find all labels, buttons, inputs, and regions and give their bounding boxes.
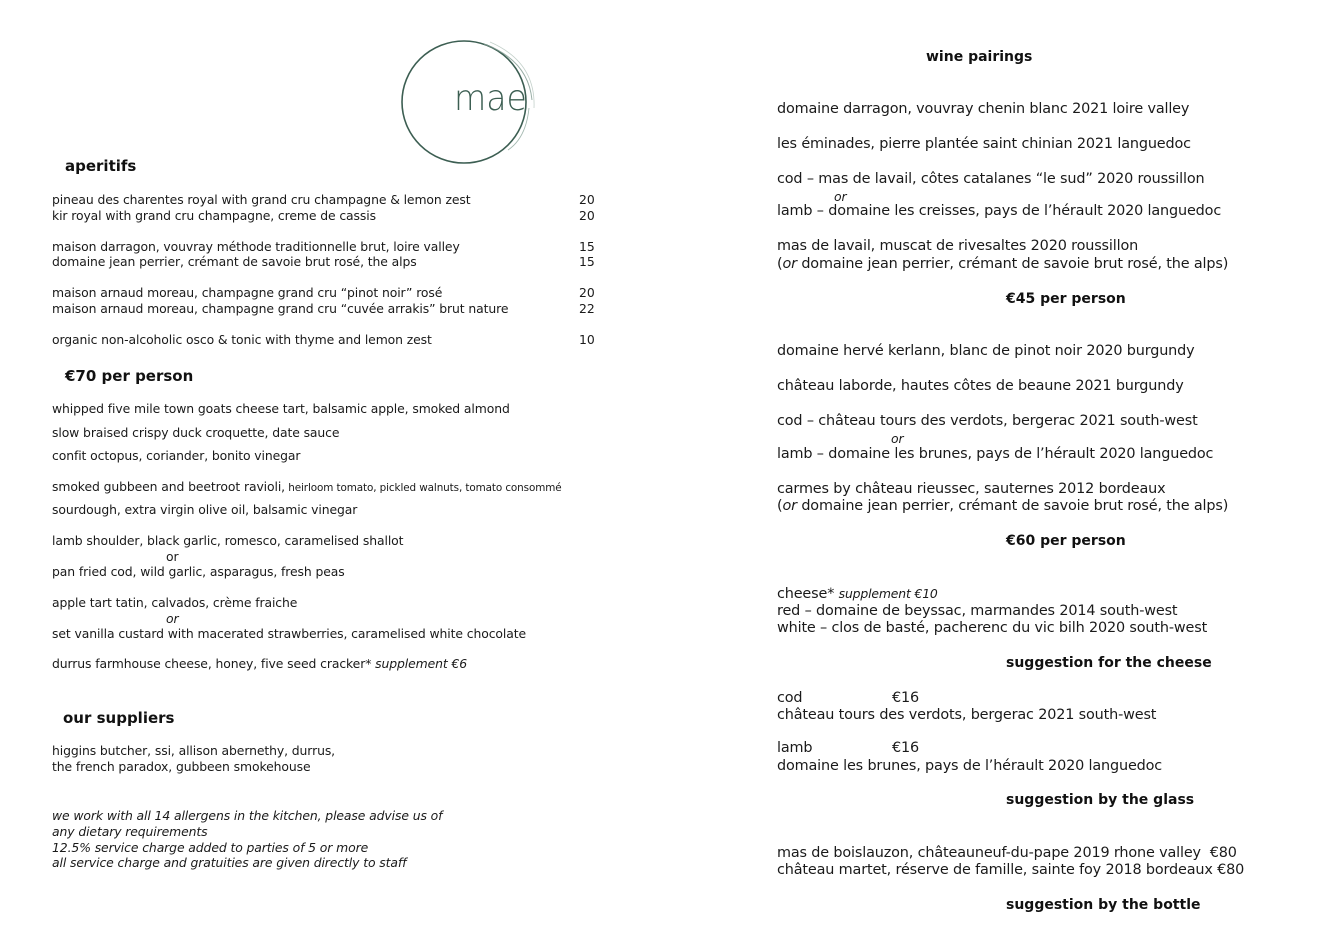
pairing45-or: or	[834, 189, 847, 204]
cheese-suggestion-heading: suggestion for the cheese	[1006, 655, 1212, 671]
aperitifs-heading: aperitifs	[65, 157, 137, 175]
pairing45-wine: domaine darragon, vouvray chenin blanc 2021 loire valley	[777, 101, 1190, 117]
menu-dessert-custard: set vanilla custard with macerated strawberries, caramelised white chocolate	[52, 626, 527, 641]
menu-main-lamb: lamb shoulder, black garlic, romesco, caramelised shallot	[52, 533, 404, 548]
aperitif-item: domaine jean perrier, crémant de savoie brut rosé, the alps	[52, 254, 417, 269]
alt-or: or	[782, 498, 797, 514]
glass-price: €16	[892, 740, 920, 756]
cheese-supplement: supplement €6	[375, 656, 468, 671]
aperitif-item: maison arnaud moreau, champagne grand cru “cuvée arrakis” brut nature	[52, 301, 509, 316]
glass-suggestion-heading: suggestion by the glass	[1006, 792, 1195, 808]
bottle-item: mas de boislauzon, châteauneuf-du-pape 2019 rhone valley €80	[777, 845, 1237, 861]
alt-rest: domaine jean perrier, crémant de savoie brut rosé, the alps)	[796, 256, 1229, 272]
menu-dessert-or: or	[166, 611, 179, 626]
menu-bread: sourdough, extra virgin olive oil, balsamic vinegar	[52, 502, 358, 517]
ravioli-detail: heirloom tomato, pickled walnuts, tomato consommé	[285, 482, 562, 494]
gratuity-note: all service charge and gratuities are given directly to staff	[52, 855, 407, 870]
pairing60-dessert: carmes by château rieussec, sauternes 2012 bordeaux	[777, 481, 1166, 497]
aperitif-price: 22	[579, 301, 595, 316]
glass-label: cod	[777, 690, 803, 706]
pairing60-wine: château laborde, hautes côtes de beaune 2021 burgundy	[777, 378, 1184, 394]
suppliers-line: the french paradox, gubbeen smokehouse	[52, 759, 311, 774]
pairing45-wine: les éminades, pierre plantée saint chinian 2021 languedoc	[777, 136, 1191, 152]
menu-main-cod: pan fried cod, wild garlic, asparagus, fresh peas	[52, 564, 345, 579]
restaurant-logo	[398, 38, 538, 166]
aperitif-item: pineau des charentes royal with grand cru champagne & lemon zest	[52, 192, 471, 207]
pairing60-wine: domaine hervé kerlann, blanc de pinot noir 2020 burgundy	[777, 343, 1195, 359]
allergen-note: we work with all 14 allergens in the kitchen, please advise us of	[52, 808, 443, 823]
bottle-suggestion-heading: suggestion by the bottle	[1006, 897, 1201, 913]
menu-starter: confit octopus, coriander, bonito vinegar	[52, 448, 301, 463]
alt-paren: (	[777, 498, 783, 514]
service-charge-note: 12.5% service charge added to parties of 5 or more	[52, 840, 369, 855]
ravioli-main: smoked gubbeen and beetroot ravioli,	[52, 479, 286, 494]
suppliers-heading: our suppliers	[63, 709, 175, 727]
aperitif-price: 15	[579, 254, 595, 269]
glass-price: €16	[892, 690, 920, 706]
pairing60-lamb: lamb – domaine les brunes, pays de l’hérault 2020 languedoc	[777, 446, 1214, 462]
glass-wine: domaine les brunes, pays de l’hérault 2020 languedoc	[777, 758, 1163, 774]
suppliers-line: higgins butcher, ssi, allison abernethy, durrus,	[52, 743, 336, 758]
aperitif-item: maison darragon, vouvray méthode traditionnelle brut, loire valley	[52, 239, 460, 254]
glass-label: lamb	[777, 740, 813, 756]
cheese-pairing-label	[777, 586, 938, 602]
pairing45-price: €45 per person	[1006, 291, 1126, 307]
alt-or: or	[782, 256, 797, 272]
bottle-item: château martet, réserve de famille, sainte foy 2018 bordeaux €80	[777, 862, 1245, 878]
aperitif-price: 20	[579, 208, 595, 223]
allergen-note: any dietary requirements	[52, 824, 208, 839]
aperitif-item: kir royal with grand cru champagne, creme de cassis	[52, 208, 376, 223]
pairing45-alt	[777, 256, 1228, 272]
menu-dessert-tart: apple tart tatin, calvados, crème fraiche	[52, 595, 298, 610]
aperitif-item: organic non-alcoholic osco & tonic with thyme and lemon zest	[52, 332, 432, 347]
aperitif-price: 20	[579, 192, 595, 207]
pairing45-lamb: lamb – domaine les creisses, pays de l’hérault 2020 languedoc	[777, 203, 1222, 219]
pairing60-alt	[777, 498, 1228, 514]
cheese-red: red – domaine de beyssac, marmandes 2014 south-west	[777, 603, 1178, 619]
pairing60-cod: cod – château tours des verdots, bergerac 2021 south-west	[777, 413, 1198, 429]
aperitif-price: 10	[579, 332, 595, 347]
glass-wine: château tours des verdots, bergerac 2021 south-west	[777, 707, 1157, 723]
menu-cheese	[52, 656, 467, 671]
cheese-main: durrus farmhouse cheese, honey, five seed cracker*	[52, 656, 376, 671]
alt-paren: (	[777, 256, 783, 272]
cheese-supplement: supplement €10	[838, 586, 938, 601]
menu-ravioli	[52, 479, 562, 494]
logo-text: mae	[454, 78, 527, 119]
alt-rest: domaine jean perrier, crémant de savoie brut rosé, the alps)	[796, 498, 1229, 514]
wine-pairings-heading: wine pairings	[926, 49, 1033, 65]
menu-price-heading: €70 per person	[65, 367, 194, 385]
menu-starter: slow braised crispy duck croquette, date sauce	[52, 425, 340, 440]
pairing60-price: €60 per person	[1006, 533, 1126, 549]
cheese-white: white – clos de basté, pacherenc du vic bilh 2020 south-west	[777, 620, 1208, 636]
aperitif-price: 20	[579, 285, 595, 300]
aperitif-item: maison arnaud moreau, champagne grand cru “pinot noir” rosé	[52, 285, 443, 300]
pairing60-or: or	[891, 431, 904, 446]
menu-main-or: or	[166, 549, 179, 564]
aperitif-price: 15	[579, 239, 595, 254]
pairing45-dessert: mas de lavail, muscat de rivesaltes 2020 roussillon	[777, 238, 1139, 254]
menu-starter: whipped five mile town goats cheese tart, balsamic apple, smoked almond	[52, 401, 510, 416]
cheese-label: cheese*	[777, 586, 839, 602]
pairing45-cod: cod – mas de lavail, côtes catalanes “le sud” 2020 roussillon	[777, 171, 1205, 187]
